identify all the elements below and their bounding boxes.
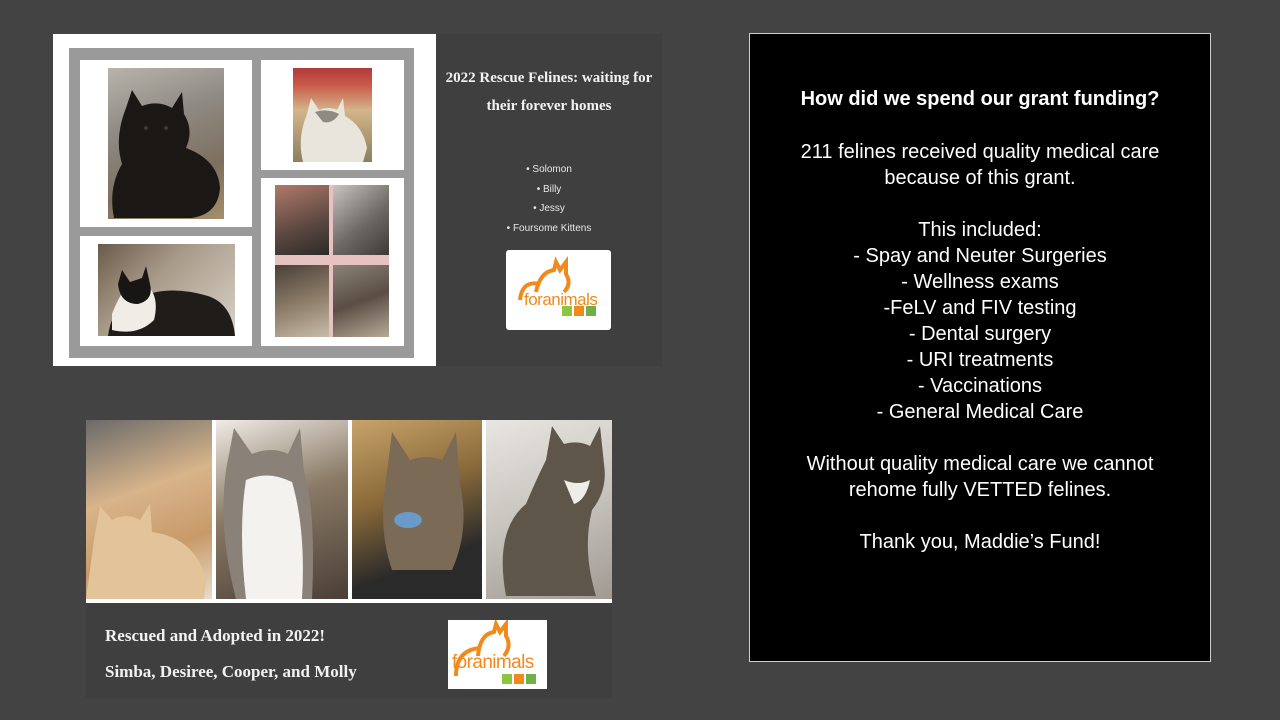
list-item: - General Medical Care [876,401,1084,423]
kitten-photo [275,185,329,255]
kitten-photo [275,265,329,337]
collage-cell [80,236,252,346]
list-item: • Billy [436,180,662,200]
kitten-photo [333,265,389,337]
cat-photo-molly [486,420,612,599]
grant-summary: 211 felines received quality medical care because of this grant. [800,141,1160,189]
list-item: - URI treatments [906,349,1054,371]
logo-wordmark: foranimals [452,652,534,673]
cat-photo-desiree [216,420,348,599]
list-item: - Vaccinations [917,375,1043,397]
closing-statement: Without quality medical care we cannot rehome fully VETTED felines. [806,453,1154,501]
list-item: - Wellness exams [901,271,1059,293]
cat-photo-white-cat [293,68,372,162]
foranimals-logo [506,250,611,330]
list-item: • Solomon [436,160,662,180]
grant-question-heading: How did we spend our grant funding? [800,88,1160,110]
cat-photo-cooper [352,420,482,599]
adopted-photo-strip [86,420,612,603]
adoption-caption [105,618,357,690]
grant-summary-panel [749,33,1211,662]
list-item: -FeLV and FIV testing [883,297,1077,319]
adoption-banner [86,420,612,698]
list-item: • Jessy [436,199,662,219]
included-heading: This included: [918,219,1042,241]
collage-cell [261,60,404,170]
list-item: - Spay and Neuter Surgeries [853,245,1107,267]
rescue-cat-list [436,160,662,238]
foranimals-logo [448,620,547,689]
rescue-info-panel [436,34,662,366]
thank-you-note: Thank you, Maddie’s Fund! [859,531,1101,553]
adoption-heading: Rescued and Adopted in 2022! [105,626,326,645]
cat-photo-simba [86,420,212,599]
list-item: - Dental surgery [908,323,1052,345]
rescue-panel-title: 2022 Rescue Felines: waiting for their forever homes [445,70,653,114]
list-item: • Foursome Kittens [436,219,662,239]
collage-cell [80,60,252,227]
collage-cell [261,178,404,346]
cat-photo-black-cat [108,68,224,219]
adopted-cat-names: Simba, Desiree, Cooper, and Molly [105,662,357,681]
rescue-collage [53,34,436,366]
kitten-grid [275,185,389,337]
logo-wordmark: foranimals [524,290,598,309]
kitten-photo [333,185,389,255]
collage-frame [69,48,414,358]
care-list [750,243,1210,425]
cat-photo-tuxedo-cat [98,244,235,336]
